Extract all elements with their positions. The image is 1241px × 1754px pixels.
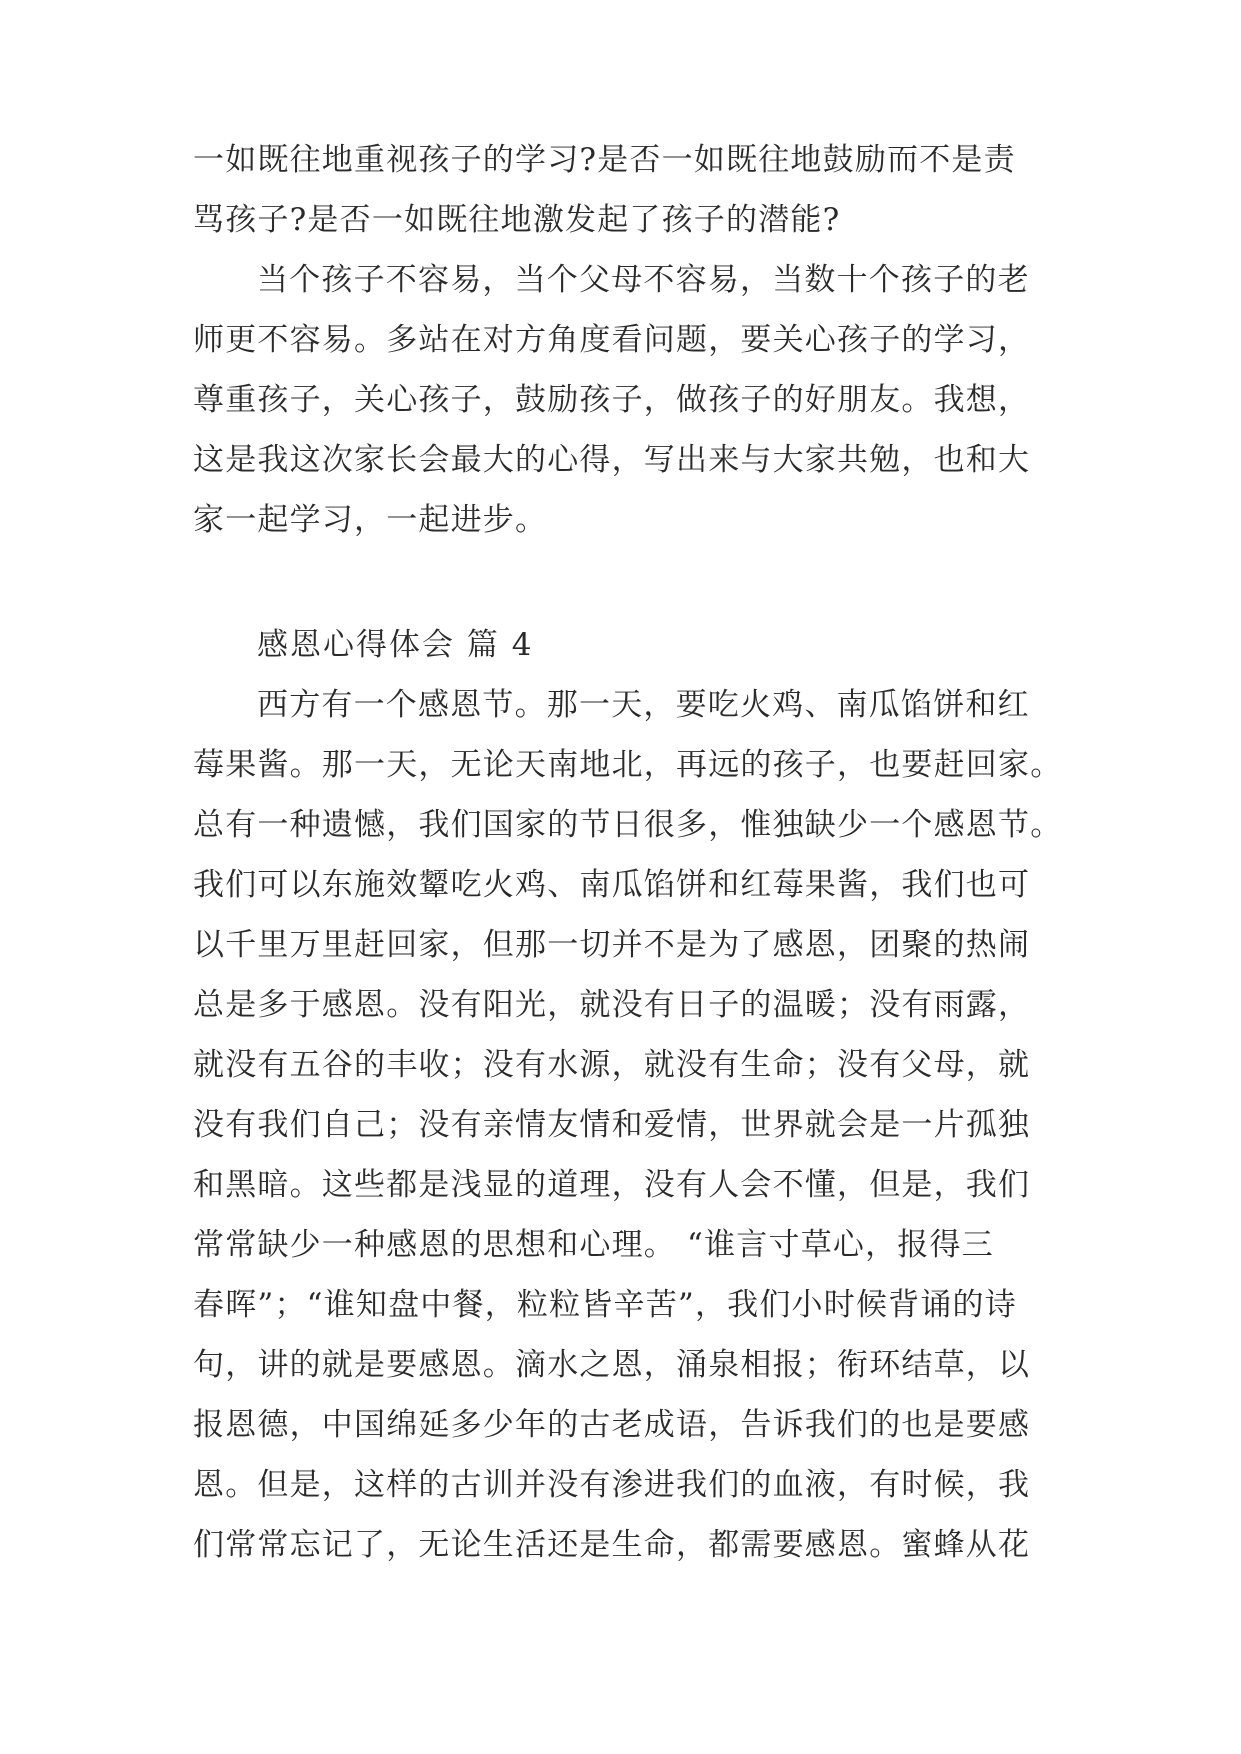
text-line: 师更不容易。多站在对方角度看问题，要关心孩子的学习， — [193, 322, 1031, 358]
text-line: 总有一种遗憾，我们国家的节日很多，惟独缺少一个感恩节。 — [193, 807, 1063, 843]
paragraph-start-line: 当个孩子不容易，当个父母不容易，当数十个孩子的老 — [257, 262, 1030, 298]
text-line: 总是多于感恩。没有阳光，就没有日子的温暖；没有雨露， — [193, 987, 1031, 1023]
text-line: 就没有五谷的丰收；没有水源，就没有生命；没有父母，就 — [193, 1047, 1031, 1083]
text-line: 骂孩子?是否一如既往地激发起了孩子的潜能? — [193, 202, 841, 238]
section-heading: 感恩心得体会 篇 4 — [257, 627, 534, 663]
text-line: 们常常忘记了，无论生活还是生命，都需要感恩。蜜蜂从花 — [193, 1527, 1031, 1563]
text-line: 我们可以东施效颦吃火鸡、南瓜馅饼和红莓果酱，我们也可 — [193, 867, 1031, 903]
text-line: 莓果酱。那一天，无论天南地北，再远的孩子，也要赶回家。 — [193, 747, 1063, 783]
text-line: 恩。但是，这样的古训并没有渗进我们的血液，有时候，我 — [193, 1467, 1031, 1503]
text-line: 春晖”；“谁知盘中餐，粒粒皆辛苦”，我们小时候背诵的诗 — [193, 1287, 1017, 1323]
text-line: 尊重孩子，关心孩子，鼓励孩子，做孩子的好朋友。我想， — [193, 382, 1031, 418]
text-line: 家一起学习，一起进步。 — [193, 502, 548, 538]
text-line: 一如既往地重视孩子的学习?是否一如既往地鼓励而不是责 — [193, 142, 1016, 178]
text-line: 以千里万里赶回家，但那一切并不是为了感恩，团聚的热闹 — [193, 927, 1031, 963]
text-line: 常常缺少一种感恩的思想和心理。 “谁言寸草心，报得三 — [193, 1227, 994, 1263]
paragraph-start-line: 西方有一个感恩节。那一天，要吃火鸡、南瓜馅饼和红 — [257, 687, 1030, 723]
text-line: 没有我们自己；没有亲情友情和爱情，世界就会是一片孤独 — [193, 1107, 1031, 1143]
text-line: 句，讲的就是要感恩。滴水之恩，涌泉相报；衔环结草，以 — [193, 1347, 1031, 1383]
text-line: 这是我这次家长会最大的心得，写出来与大家共勉，也和大 — [193, 442, 1031, 478]
text-line: 报恩德，中国绵延多少年的古老成语，告诉我们的也是要感 — [193, 1407, 1031, 1443]
text-line: 和黑暗。这些都是浅显的道理，没有人会不懂，但是，我们 — [193, 1167, 1031, 1203]
